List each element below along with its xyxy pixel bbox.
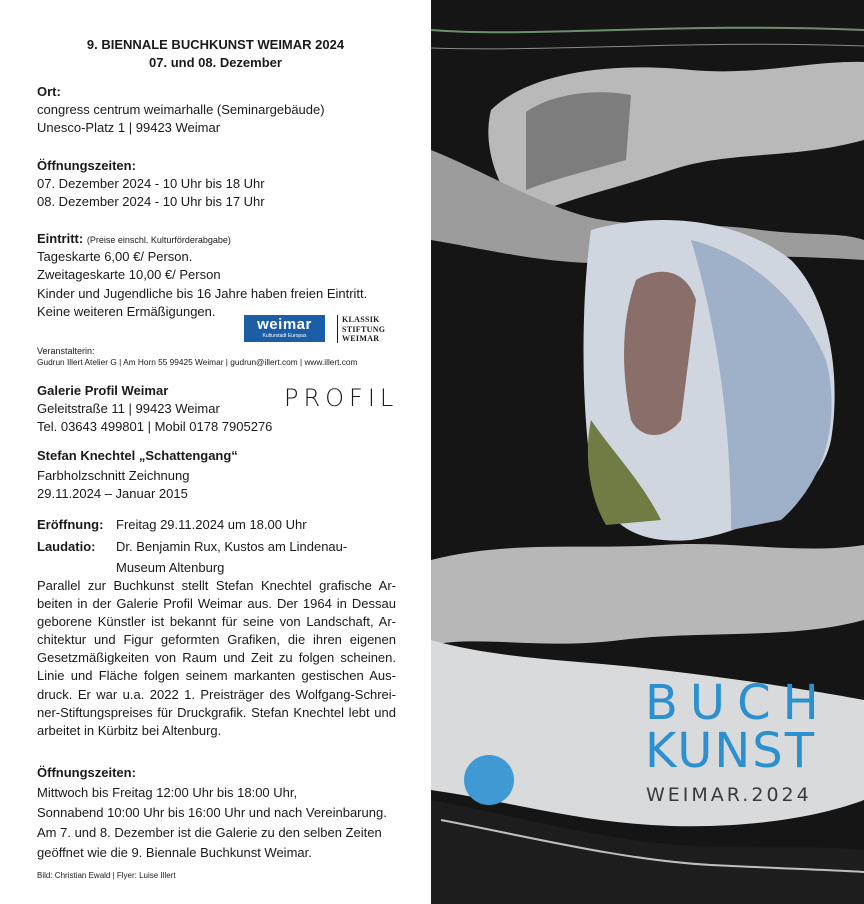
credits: Bild: Christian Ewald | Flyer: Luise Illert xyxy=(37,871,176,880)
ort-label: Ort: xyxy=(37,84,61,99)
eroeffnung-value: Freitag 29.11.2024 um 18.00 Uhr xyxy=(116,517,307,532)
klassik-line2: STIFTUNG xyxy=(342,324,386,334)
oeffnung2-line4: geöffnet wie die 9. Biennale Buchkunst Weimar. xyxy=(37,845,312,860)
oeffnung1-line2: 08. Dezember 2024 - 10 Uhr bis 17 Uhr xyxy=(37,194,265,209)
ausstellung-technik: Farbholzschnitt Zeichnung xyxy=(37,468,190,483)
laudatio-value2: Museum Altenburg xyxy=(116,560,225,575)
info-panel xyxy=(0,0,431,904)
ausstellung-zeitraum: 29.11.2024 – Januar 2015 xyxy=(37,486,188,501)
ort-line2: Unesco-Platz 1 | 99423 Weimar xyxy=(37,120,221,135)
cover-title-kunst: KUNST xyxy=(645,723,817,779)
laudatio-label: Laudatio: xyxy=(37,539,96,554)
ausstellung-title: Stefan Knechtel „Schattengang“ xyxy=(37,448,238,463)
cover-artwork xyxy=(431,0,864,904)
eintritt-line1: Tageskarte 6,00 €/ Person. xyxy=(37,249,193,264)
eintritt-line2: Zweitageskarte 10,00 €/ Person xyxy=(37,267,221,282)
event-dates: 07. und 08. Dezember xyxy=(149,55,282,70)
klassik-line3: WEIMAR xyxy=(342,334,380,343)
veranstalter-text: Gudrun Illert Atelier G | Am Horn 55 99425 Weimar | gudrun@illert.com | www.illert.com xyxy=(37,357,358,367)
galerie-phone: Tel. 03643 499801 | Mobil 0178 7905276 xyxy=(37,419,273,434)
cover-title-weimar: WEIMAR.2024 xyxy=(646,784,812,806)
oeffnung2-line2: Sonnabend 10:00 Uhr bis 16:00 Uhr und nach Vereinbarung. xyxy=(37,805,387,820)
eintritt-label: Eintritt: xyxy=(37,231,84,246)
ort-line1: congress centrum weimarhalle (Seminargebäude) xyxy=(37,102,325,117)
galerie-name: Galerie Profil Weimar xyxy=(37,383,169,398)
klassik-line1: KLASSIK xyxy=(342,315,380,324)
oeffnung1-line1: 07. Dezember 2024 - 10 Uhr bis 18 Uhr xyxy=(37,176,265,191)
eintritt-line4: Keine weiteren Ermäßigungen. xyxy=(37,304,216,319)
oeffnung2-line3: Am 7. und 8. Dezember ist die Galerie zu den selben Zeiten xyxy=(37,825,382,840)
laudatio-value1: Dr. Benjamin Rux, Kustos am Lindenau- xyxy=(116,539,348,554)
eintritt-heading xyxy=(37,230,231,249)
weimar-logo xyxy=(244,315,325,342)
profil-logo: PROFIL xyxy=(284,384,399,412)
event-title: 9. BIENNALE BUCHKUNST WEIMAR 2024 xyxy=(86,37,345,52)
klassik-logo-divider xyxy=(337,315,338,343)
eintritt-line3: Kinder und Jugendliche bis 16 Jahre haben freien Eintritt. xyxy=(37,286,368,301)
oeffnung2-label: Öffnungszeiten: xyxy=(37,765,136,780)
eroeffnung-label: Eröffnung: xyxy=(37,517,104,532)
klassik-stiftung-logo xyxy=(342,315,385,344)
beschreibung: Parallel zur Buchkunst stellt Stefan Knechtel grafische Arbeiten in der Galerie Profil Weimar aus. Der 1964 in Dessau geborene Künstler ist bekannt für seine von Landschaft, Architektur und Figur geformten Grafiken, die ihren eigenen Gesetzmäßigkeiten von Raum und Zeit zu folgen scheinen. Linie und Fläche folgen seinem markanten gestischen Ausdruck. Er war u.a. 2022 1. Preisträger des Wolfgang-Schreiner-Stiftungspreises für Druckgrafik. Stefan Knechtel lebt und arbeitet in Kürbitz bei Altenburg. xyxy=(37,578,396,738)
eintritt-note: (Preise einschl. Kulturförderabgabe) xyxy=(86,235,231,245)
weimar-logo-text: weimar xyxy=(257,316,312,333)
oeffnung1-label: Öffnungszeiten: xyxy=(37,158,136,173)
cover-title-buch: BUCH xyxy=(645,675,831,731)
oeffnung2-line1: Mittwoch bis Freitag 12:00 Uhr bis 18:00 Uhr, xyxy=(37,785,298,800)
galerie-address: Geleitstraße 11 | 99423 Weimar xyxy=(37,401,220,416)
veranstalter-label: Veranstalterin: xyxy=(37,346,95,356)
weimar-logo-sub: Kulturstadt Europas xyxy=(262,333,307,339)
